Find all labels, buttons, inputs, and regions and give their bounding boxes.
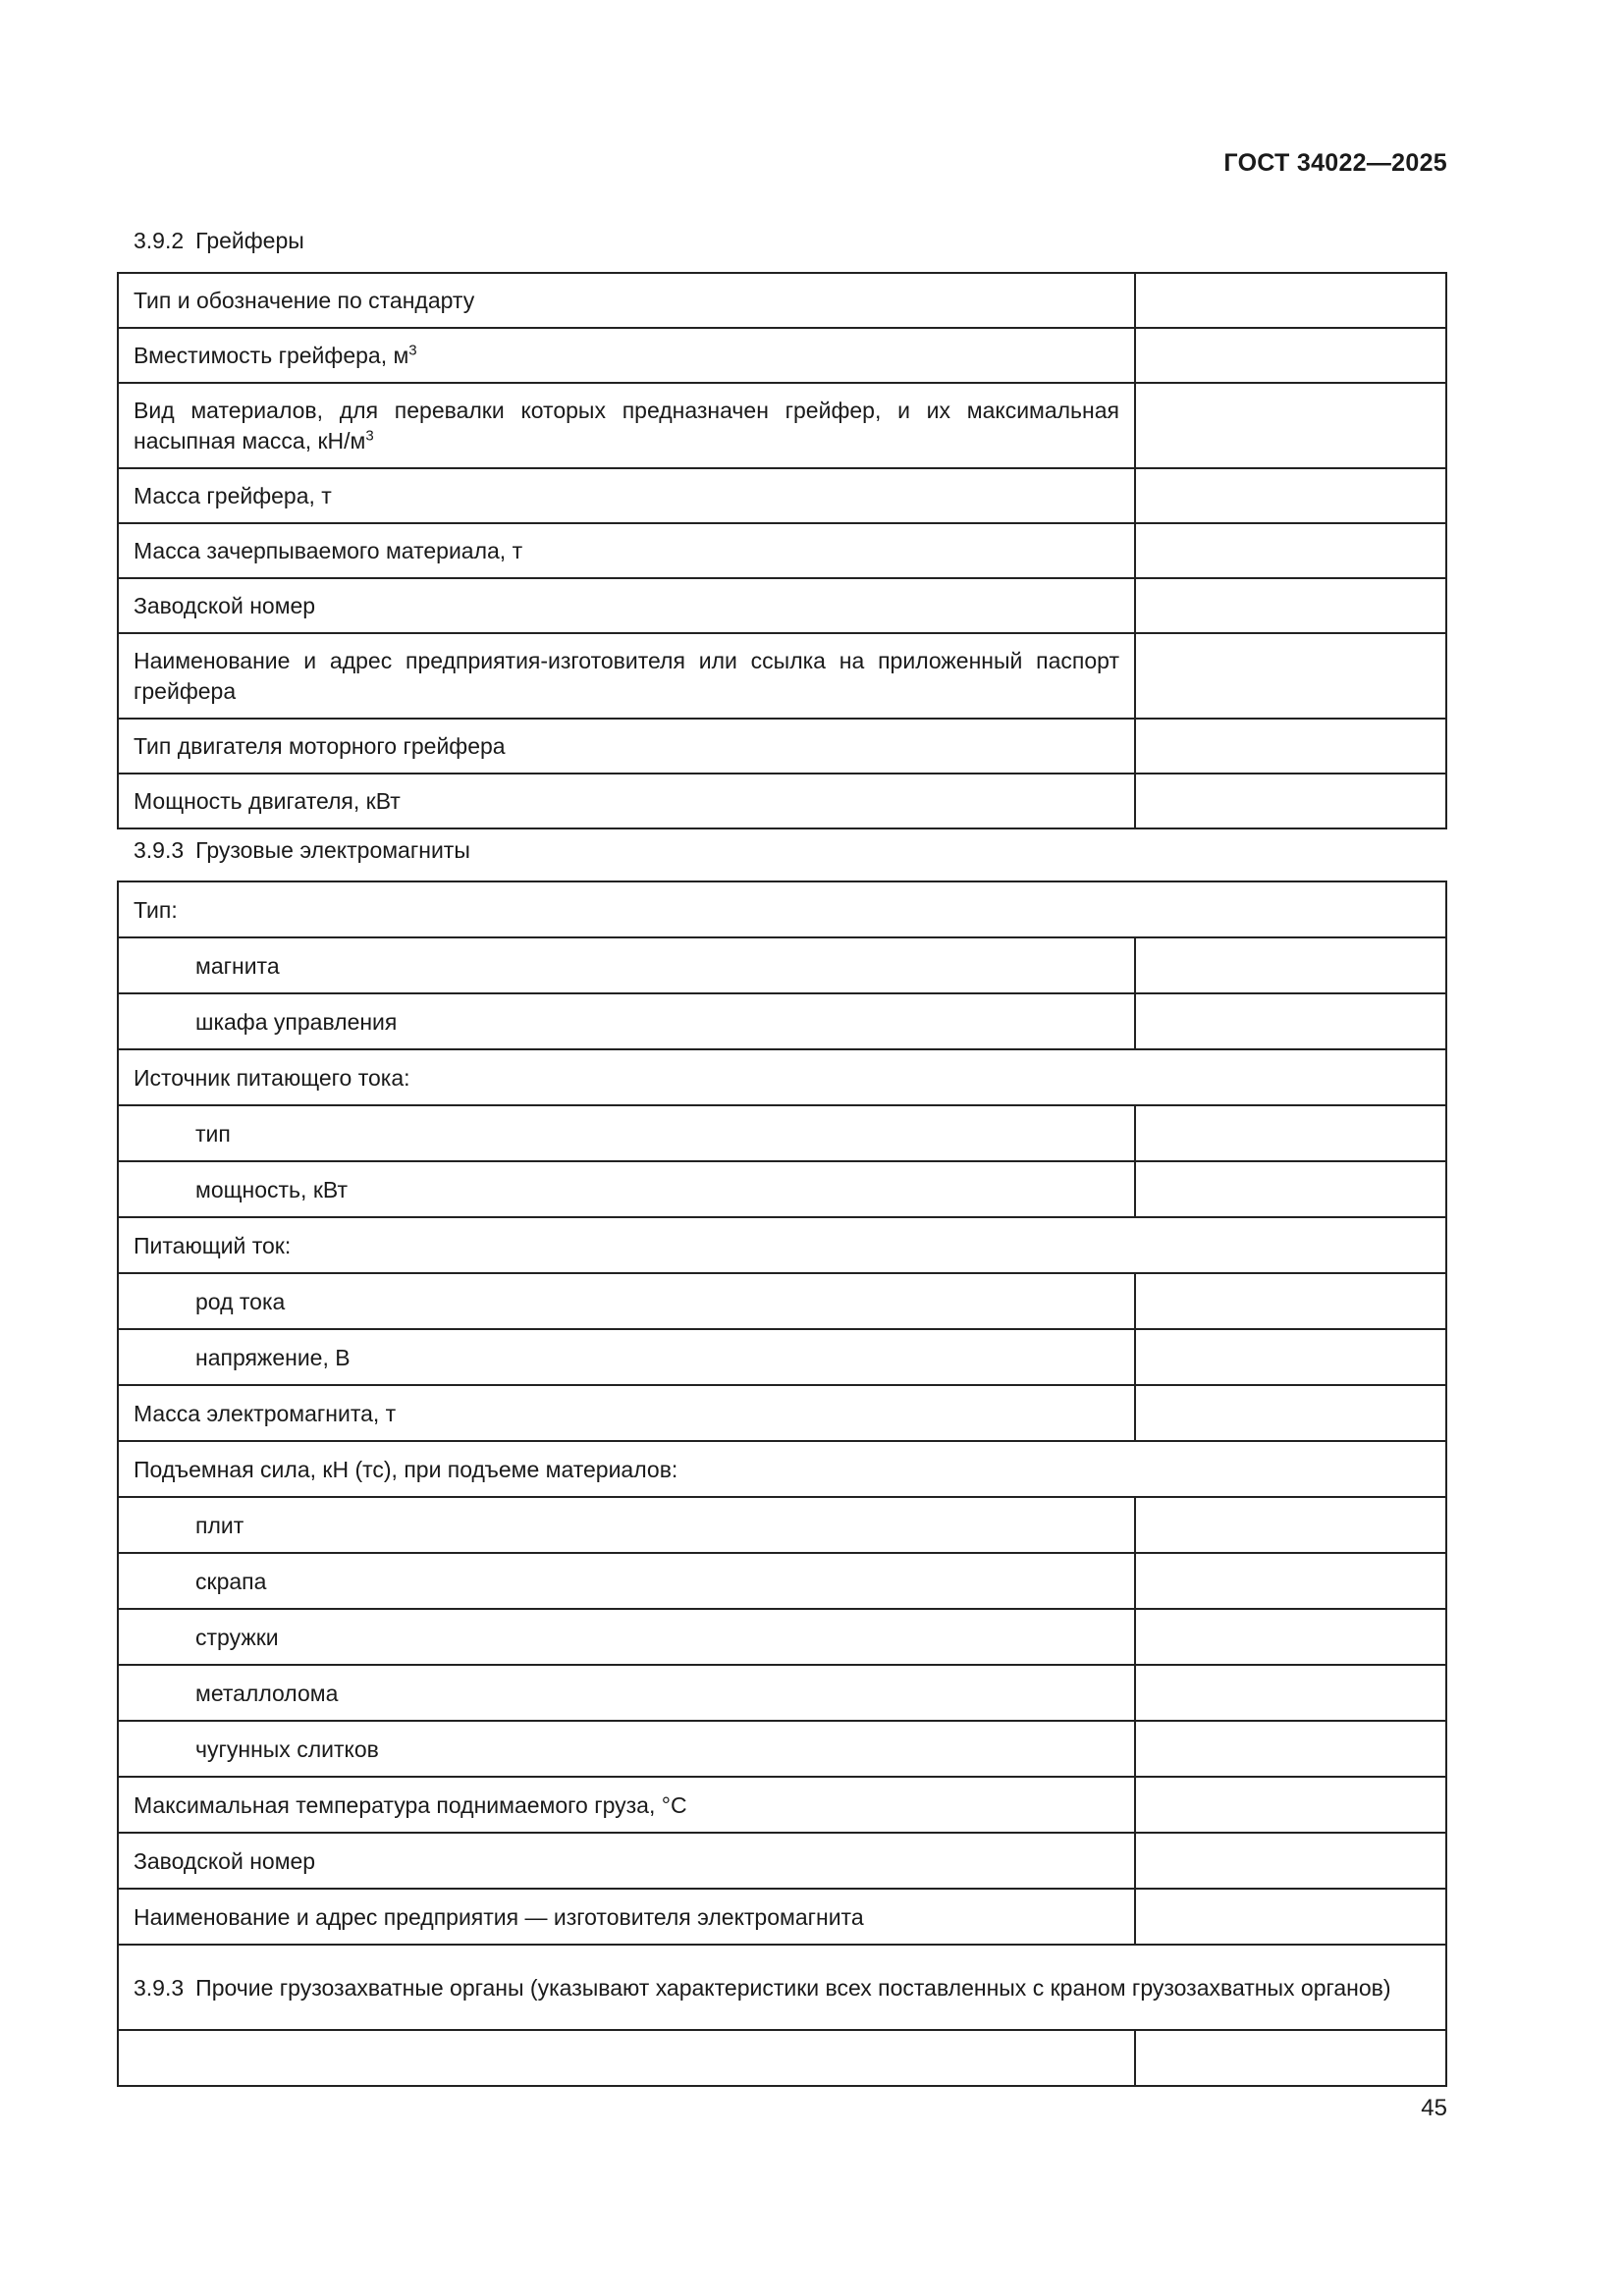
table-row xyxy=(118,1721,1446,1777)
value-cell[interactable] xyxy=(1135,719,1446,774)
row-label: стружки xyxy=(118,1609,1135,1665)
section-name: Грузовые электромагниты xyxy=(195,837,470,863)
table-row xyxy=(118,1665,1446,1721)
group-heading: Питающий ток: xyxy=(118,1217,1446,1273)
electromagnet-spec-table xyxy=(117,881,1447,2087)
document-id: ГОСТ 34022—2025 xyxy=(1223,149,1447,177)
table-row xyxy=(118,1217,1446,1273)
row-label: Масса грейфера, т xyxy=(118,468,1135,523)
table-row xyxy=(118,1105,1446,1161)
table-row xyxy=(118,273,1446,328)
value-cell[interactable] xyxy=(1135,1329,1446,1385)
row-label: напряжение, В xyxy=(118,1329,1135,1385)
table-row xyxy=(118,1497,1446,1553)
subsection-text: Прочие грузозахватные органы (указывают характеристики всех поставленных с краном грузозахватных органов) xyxy=(195,1974,1391,2001)
table-row xyxy=(118,1329,1446,1385)
grab-spec-table xyxy=(117,272,1447,829)
value-cell[interactable] xyxy=(1135,1105,1446,1161)
row-label: металлолома xyxy=(118,1665,1135,1721)
table-row xyxy=(118,633,1446,719)
table-row xyxy=(118,1889,1446,1945)
section-name: Грейферы xyxy=(195,228,304,253)
superscript: 3 xyxy=(365,427,374,445)
row-label: Тип двигателя моторного грейфера xyxy=(118,719,1135,774)
table-row xyxy=(118,937,1446,993)
table-row xyxy=(118,1833,1446,1889)
table-row xyxy=(118,1273,1446,1329)
value-cell[interactable] xyxy=(1135,328,1446,383)
table-row xyxy=(118,1553,1446,1609)
table-row xyxy=(118,1049,1446,1105)
other-grabbing-devices-note xyxy=(118,1945,1446,2030)
value-cell[interactable] xyxy=(1135,1273,1446,1329)
value-cell[interactable] xyxy=(1135,1161,1446,1217)
table-row xyxy=(118,993,1446,1049)
table-row xyxy=(118,719,1446,774)
row-label: Максимальная температура поднимаемого груза, °С xyxy=(118,1777,1135,1833)
row-label: Наименование и адрес предприятия-изготовителя или ссылка на приложенный паспорт грейфера xyxy=(118,633,1135,719)
value-cell[interactable] xyxy=(1135,993,1446,1049)
row-label: скрапа xyxy=(118,1553,1135,1609)
row-label: чугунных слитков xyxy=(118,1721,1135,1777)
table-row xyxy=(118,1777,1446,1833)
table-row xyxy=(118,1385,1446,1441)
row-label: род тока xyxy=(118,1273,1135,1329)
table-row xyxy=(118,2030,1446,2086)
superscript: 3 xyxy=(408,342,417,359)
value-cell[interactable] xyxy=(1135,1665,1446,1721)
row-label: мощность, кВт xyxy=(118,1161,1135,1217)
row-label-text: Вместимость грейфера, м xyxy=(134,343,409,368)
value-cell[interactable] xyxy=(1135,2030,1446,2086)
value-cell[interactable] xyxy=(1135,523,1446,578)
section-number: 3.9.3 xyxy=(134,837,185,863)
group-heading: Тип: xyxy=(118,881,1446,937)
row-label: магнита xyxy=(118,937,1135,993)
table-row xyxy=(118,1441,1446,1497)
table-row xyxy=(118,1945,1446,2030)
row-label xyxy=(118,328,1135,383)
value-cell[interactable] xyxy=(1135,1553,1446,1609)
value-cell[interactable] xyxy=(1135,1833,1446,1889)
row-label: шкафа управления xyxy=(118,993,1135,1049)
table-row xyxy=(118,383,1446,468)
row-label-text: Вид материалов, для перевалки которых предназначен грейфер, и их максимальная насыпная масса, кН/м xyxy=(134,398,1119,454)
value-cell[interactable] xyxy=(1135,578,1446,633)
row-label: Тип и обозначение по стандарту xyxy=(118,273,1135,328)
section-title-grabs xyxy=(134,228,304,254)
table-row xyxy=(118,328,1446,383)
page-number: 45 xyxy=(1421,2095,1447,2121)
value-cell[interactable] xyxy=(1135,1385,1446,1441)
row-label: Масса зачерпываемого материала, т xyxy=(118,523,1135,578)
value-cell[interactable] xyxy=(1135,1721,1446,1777)
row-label: плит xyxy=(118,1497,1135,1553)
value-cell[interactable] xyxy=(1135,1777,1446,1833)
value-cell[interactable] xyxy=(1135,383,1446,468)
row-label: Мощность двигателя, кВт xyxy=(118,774,1135,828)
section-title-electromagnets xyxy=(134,837,470,864)
blank-entry-cell[interactable] xyxy=(118,2030,1135,2086)
value-cell[interactable] xyxy=(1135,1497,1446,1553)
value-cell[interactable] xyxy=(1135,468,1446,523)
table-row xyxy=(118,523,1446,578)
table-row xyxy=(118,774,1446,828)
table-row xyxy=(118,1161,1446,1217)
value-cell[interactable] xyxy=(1135,1609,1446,1665)
group-heading: Источник питающего тока: xyxy=(118,1049,1446,1105)
value-cell[interactable] xyxy=(1135,633,1446,719)
group-heading: Подъемная сила, кН (тс), при подъеме материалов: xyxy=(118,1441,1446,1497)
value-cell[interactable] xyxy=(1135,1889,1446,1945)
table-row xyxy=(118,881,1446,937)
value-cell[interactable] xyxy=(1135,937,1446,993)
section-number: 3.9.2 xyxy=(134,228,185,253)
row-label xyxy=(118,383,1135,468)
row-label: Наименование и адрес предприятия — изготовителя электромагнита xyxy=(118,1889,1135,1945)
subsection-number: 3.9.3 xyxy=(134,1974,185,2001)
row-label: Масса электромагнита, т xyxy=(118,1385,1135,1441)
value-cell[interactable] xyxy=(1135,774,1446,828)
table-row xyxy=(118,1609,1446,1665)
table-row xyxy=(118,468,1446,523)
row-label: Заводской номер xyxy=(118,1833,1135,1889)
value-cell[interactable] xyxy=(1135,273,1446,328)
table-row xyxy=(118,578,1446,633)
row-label: Заводской номер xyxy=(118,578,1135,633)
row-label: тип xyxy=(118,1105,1135,1161)
